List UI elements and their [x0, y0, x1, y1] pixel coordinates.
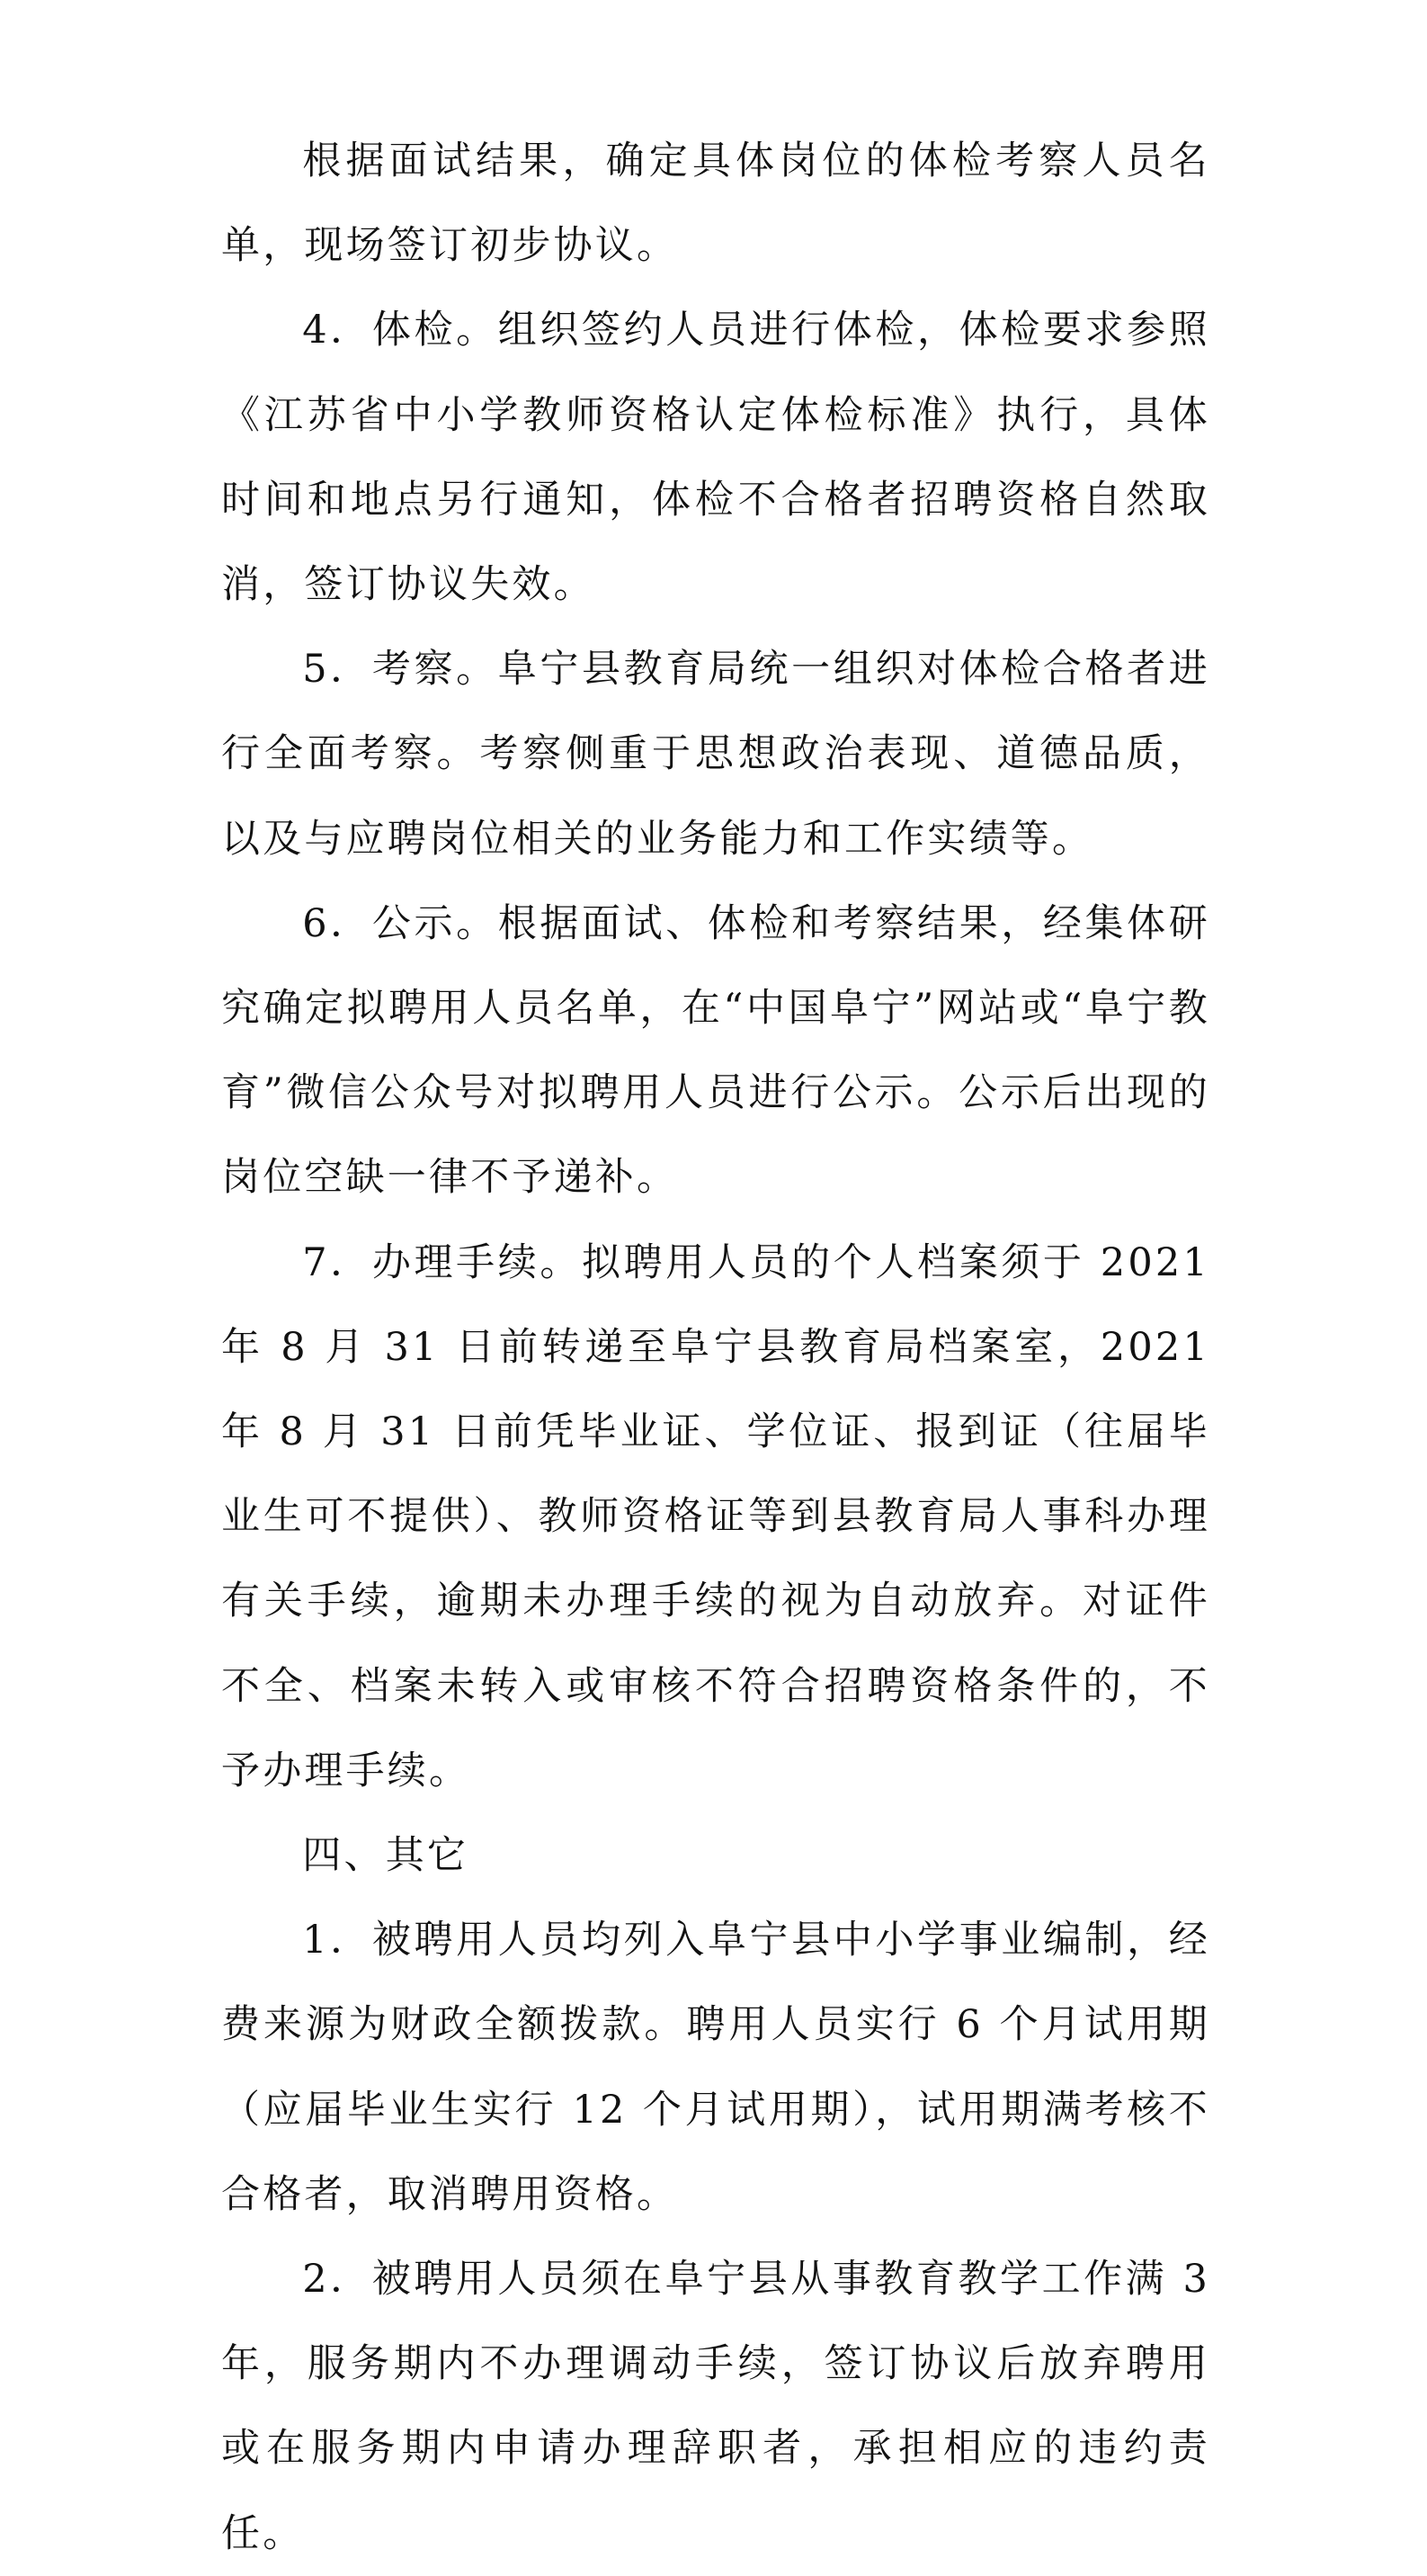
paragraph-inspection: 5．考察。阜宁县教育局统一组织对体检合格者进行全面考察。考察侧重于思想政治表现、道德品质，以及与应聘岗位相关的业务能力和工作实绩等。 [221, 647, 1210, 862]
document-body [221, 119, 1210, 2576]
paragraph-physical-exam: 4．体检。组织签约人员进行体检，体检要求参照《江苏省中小学教师资格认定体检标准》执行，具体时间和地点另行通知，体检不合格者招聘资格自然取消，签订协议失效。 [221, 308, 1210, 608]
paragraph-service-period: 2．被聘用人员须在阜宁县从事教育教学工作满 3 年，服务期内不办理调动手续，签订协议后放弃聘用或在服务期内申请办理辞职者，承担相应的违约责任。 [221, 2257, 1210, 2556]
paragraph-procedures: 7．办理手续。拟聘用人员的个人档案须于 2021 年 8 月 31 日前转递至阜宁县教育局档案室，2021 年 8 月 31 日前凭毕业证、学位证、报到证（往届毕业生可不提供）、教师资格证等到县教育局人事科办理有关手续，逾期未办理手续的视为自动放弃。对证件不全、档案未转入或审核不符合招聘资格条件的，不予办理手续。 [221, 1239, 1210, 1793]
paragraph-staffing: 1．被聘用人员均列入阜宁县中小学事业编制，经费来源为财政全额拨款。聘用人员实行 6 个月试用期（应届毕业生实行 12 个月试用期），试用期满考核不合格者，取消聘用资格。 [221, 1918, 1210, 2217]
section-heading-other: 四、其它 [302, 1833, 469, 1879]
paragraph-publicity: 6．公示。根据面试、体检和考察结果，经集体研究确定拟聘用人员名单，在“中国阜宁”网站或“阜宁教育”微信公众号对拟聘用人员进行公示。公示后出现的岗位空缺一律不予递补。 [221, 900, 1210, 1201]
paragraph-interview-result: 根据面试结果，确定具体岗位的体检考察人员名单，现场签订初步协议。 [221, 139, 1210, 269]
